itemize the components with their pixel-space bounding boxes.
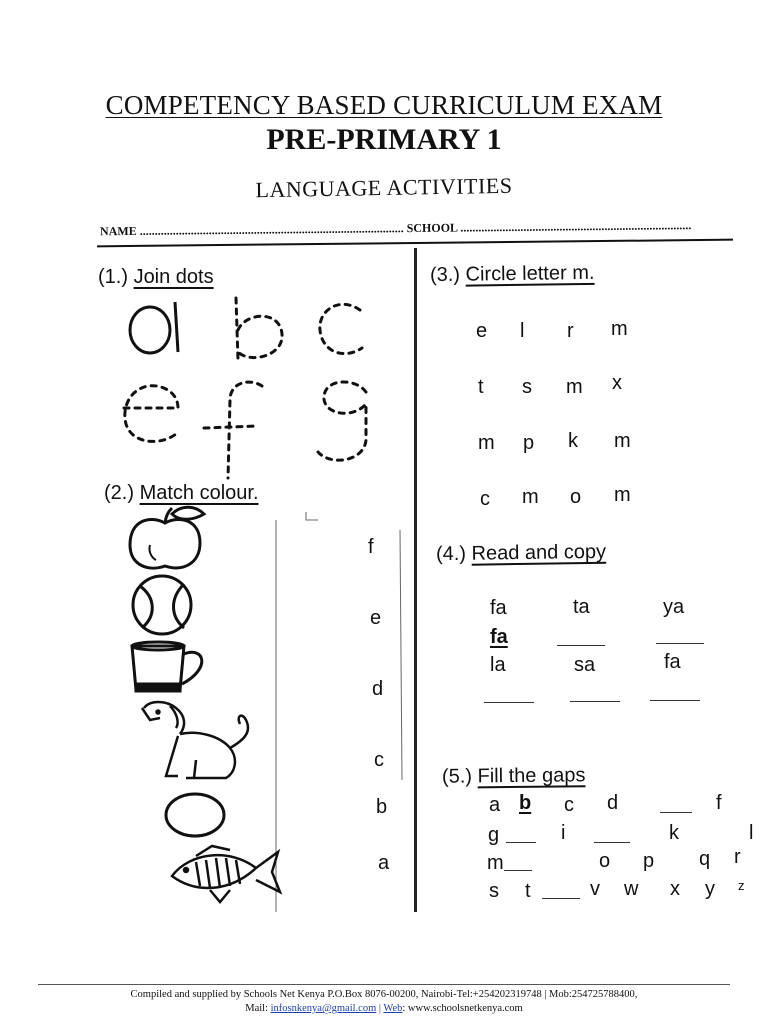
q5-letter: o	[599, 850, 611, 872]
q5-letter: w	[624, 878, 639, 900]
q3-letter: m	[566, 376, 583, 398]
q5-letter: q	[699, 848, 711, 870]
q5-letter: s	[489, 880, 499, 902]
q5-letter: t	[525, 880, 531, 902]
fish-icon	[172, 846, 280, 902]
dog-icon	[142, 702, 248, 778]
q1-label: Join dots	[133, 266, 214, 288]
footer-divider	[38, 984, 730, 985]
q3-heading	[430, 262, 595, 287]
q4-syllable: fa	[664, 651, 681, 673]
q4-syllable: la	[490, 654, 506, 676]
apple-icon	[130, 507, 204, 568]
q3-letter: m	[478, 432, 495, 454]
q4-syllable: fa	[490, 597, 507, 619]
website-text: : www.schoolsnetkenya.com	[402, 1003, 523, 1014]
q4-syllable: ya	[663, 596, 685, 618]
name-school-line: NAME ........................................................................................ SCHOOL .............................................................................	[99, 218, 692, 239]
match-letter-f: f	[368, 536, 374, 558]
q3-letter: p	[523, 432, 535, 454]
match-letter-d: d	[372, 678, 384, 700]
footer-separator: |	[378, 1003, 381, 1014]
q4-syllable: ta	[573, 596, 590, 618]
q4-number: (4.)	[435, 542, 467, 566]
q5-letter: z	[738, 878, 744, 893]
q3-letter: k	[568, 430, 578, 452]
q4-heading	[436, 541, 606, 566]
copy-blank[interactable]	[570, 701, 620, 702]
gap-blank[interactable]	[506, 842, 536, 843]
q3-letter: m	[611, 318, 628, 340]
copy-blank[interactable]	[650, 700, 700, 701]
copy-blank[interactable]	[557, 645, 605, 646]
q4-label: Read and copy	[471, 540, 607, 565]
q2-label: Match colour.	[139, 482, 259, 504]
q5-letter: f	[716, 792, 722, 814]
ball-icon	[133, 576, 191, 634]
q5-letter: p	[643, 850, 655, 872]
match-letter-b: b	[376, 796, 388, 818]
q5-letter: b	[519, 792, 532, 814]
match-letter-c: c	[374, 749, 384, 771]
gap-blank[interactable]	[660, 812, 692, 813]
q5-letter: l	[749, 822, 754, 844]
match-letter-a: a	[378, 852, 390, 874]
q4-example: fa	[490, 626, 508, 648]
copy-blank[interactable]	[656, 643, 704, 644]
q2-number: (2.)	[104, 482, 134, 504]
web-link[interactable]: Web	[383, 1003, 403, 1014]
q3-letter: m	[522, 486, 539, 508]
q3-number: (3.)	[429, 263, 461, 287]
q5-letter: d	[607, 792, 619, 814]
q5-letter: a	[489, 794, 501, 816]
gap-blank[interactable]	[594, 842, 630, 843]
exam-level: PRE-PRIMARY 1	[266, 123, 502, 156]
q4-syllable: sa	[574, 654, 596, 676]
q3-letter: l	[520, 320, 525, 342]
q3-letter: t	[478, 376, 484, 398]
copy-blank[interactable]	[484, 702, 534, 703]
q3-label: Circle letter m.	[465, 261, 595, 286]
q5-letter: m	[487, 852, 504, 874]
q5-heading	[442, 764, 586, 789]
q3-letter: c	[480, 488, 490, 510]
q5-number: (5.)	[441, 765, 473, 788]
q3-letter: m	[614, 430, 631, 452]
footer-line-1: Compiled and supplied by Schools Net Kenya P.O.Box 8076-00200, Nairobi-Tel:+254202319748 | Mob:254725788400,	[130, 989, 638, 1000]
gap-blank[interactable]	[504, 870, 532, 871]
q5-letter: g	[488, 824, 500, 846]
footer	[0, 988, 768, 1016]
footer-line-2	[0, 1002, 768, 1016]
q5-letter: x	[670, 878, 680, 900]
q5-letter: r	[734, 846, 741, 868]
gap-blank[interactable]	[542, 898, 580, 899]
q3-letter: s	[522, 376, 532, 398]
exam-title: COMPETENCY BASED CURRICULUM EXAM	[105, 90, 663, 120]
q5-letter: v	[590, 878, 600, 900]
match-letter-e: e	[370, 607, 382, 629]
q1-number: (1.)	[98, 266, 128, 288]
q3-letter: o	[570, 486, 582, 508]
q5-letter: y	[705, 878, 715, 900]
cup-icon	[132, 642, 202, 691]
q5-letter: i	[561, 822, 566, 844]
email-link[interactable]: infosnkenya@gmail.com	[270, 1003, 377, 1014]
egg-icon	[166, 794, 224, 836]
q5-label: Fill the gaps	[477, 764, 586, 788]
q5-letter: k	[669, 822, 679, 844]
q3-letter: x	[612, 372, 622, 394]
mail-label: Mail:	[245, 1003, 268, 1014]
q3-letter: m	[614, 484, 631, 506]
q3-letter: r	[567, 320, 574, 342]
q5-letter: c	[564, 794, 574, 816]
subject-title: LANGUAGE ACTIVITIES	[255, 172, 513, 203]
q3-letter: e	[476, 320, 488, 342]
